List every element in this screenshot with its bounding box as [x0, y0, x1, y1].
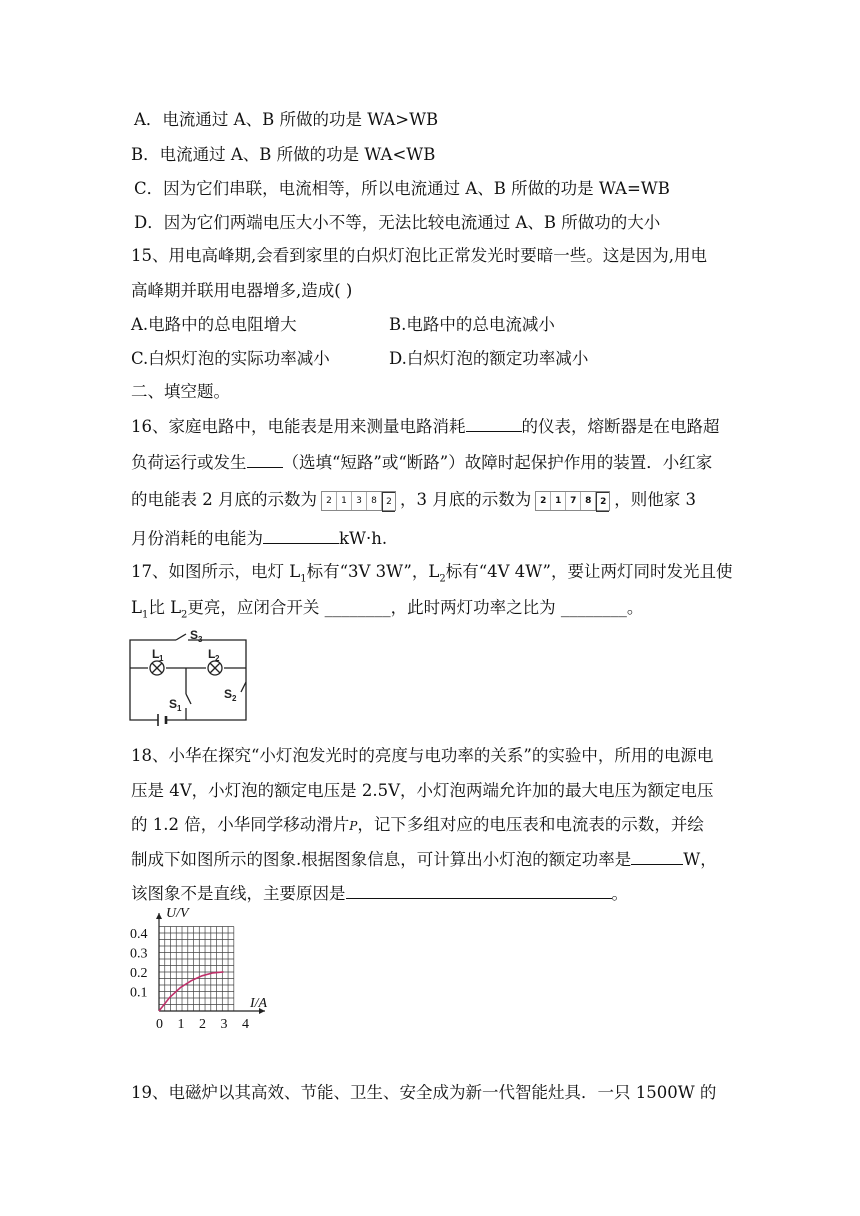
subscript: 1: [141, 609, 149, 621]
label-s3-sub: 3: [198, 635, 203, 644]
q19-line-1: 19、电磁炉以其高效、节能、卫生、安全成为新一代智能灶具．一只 1500W 的: [131, 1083, 717, 1102]
q16-text: ，则他家 3: [614, 490, 696, 509]
q16-text: 的电能表 2 月底的示数为: [131, 490, 317, 509]
x-tick-label: 4: [242, 1017, 249, 1032]
q18-text: 制成下如图所示的图象.根据图象信息，可计算出小灯泡的额定功率是: [131, 850, 632, 869]
x-tick-label: 1: [177, 1017, 185, 1032]
q17-text: 比 L: [148, 598, 182, 617]
q16-line-3: [131, 489, 696, 511]
meter-digit: 7: [566, 492, 581, 510]
y-tick-label: 0.2: [130, 965, 148, 981]
label-s3: S: [190, 630, 199, 642]
q16-line-2: [131, 451, 712, 474]
label-s1: S: [169, 697, 178, 711]
q15-option-d: D.白炽灯泡的额定功率减小: [389, 349, 589, 368]
label-s2: S: [224, 687, 233, 701]
y-axis-label: U/V: [166, 906, 189, 921]
q15-option-b: B.电路中的总电流减小: [389, 315, 555, 334]
answer-blank[interactable]: [346, 882, 612, 899]
label-l1-sub: 1: [159, 654, 164, 663]
q16-text: ，3 月底的示数为: [400, 490, 532, 509]
q18-line-1: 18、小华在探究“小灯泡发光时的亮度与电功率的关系”的实验中，所用的电源电: [131, 746, 714, 765]
q17-line-2: [131, 597, 643, 626]
label-l2-sub: 2: [215, 654, 220, 663]
q18-line-3: [131, 814, 704, 837]
subscript: 1: [300, 573, 307, 585]
x-tick-label: 0: [156, 1017, 163, 1032]
meter-digit: 1: [337, 492, 352, 510]
u-i-chart: [128, 905, 273, 1035]
q18-text: ，记下多组对应的电压表和电流表的示数，并绘: [357, 815, 704, 834]
label-s2-sub: 2: [232, 694, 237, 703]
q16-line-1: [131, 415, 720, 438]
q16-text: 16、家庭电路中，电能表是用来测量电路消耗: [131, 417, 466, 436]
meter-digit: 8: [581, 492, 596, 510]
y-tick-label: 0.3: [130, 946, 148, 962]
q14-option-d: D．因为它们两端电压大小不等，无法比较电流通过 A、B 所做功的大小: [134, 213, 661, 232]
q17-text: 标有“3V 3W”，L: [306, 562, 440, 581]
answer-blank[interactable]: [247, 451, 283, 468]
y-tick-label: 0.4: [130, 926, 148, 942]
meter-digit: 1: [551, 492, 566, 510]
q18-variable-p: P: [349, 819, 358, 833]
q15-option-c: C.白炽灯泡的实际功率减小: [131, 349, 330, 368]
meter-digit-decimal: 2: [382, 492, 395, 512]
q17-text: L: [131, 598, 142, 617]
meter-digit-decimal: 2: [596, 492, 609, 512]
meter-digit: 2: [322, 492, 337, 510]
q14-option-c: C．因为它们串联，电流相等，所以电流通过 A、B 所做的功是 WA=WB: [134, 179, 670, 198]
q18-text: W，: [683, 850, 717, 869]
meter-digit: 3: [352, 492, 367, 510]
q18-text: 该图象不是直线，主要原因是: [131, 884, 346, 903]
meter-reading-feb: [321, 491, 396, 511]
q17-text: 更亮，应闭合开关 ________，此时两灯功率之比为 ________。: [187, 598, 644, 617]
meter-digit: 8: [367, 492, 382, 510]
q16-text: 月份消耗的电能为: [131, 529, 263, 548]
x-tick-label: 2: [199, 1017, 206, 1032]
label-l1: L: [152, 647, 160, 661]
q16-text: 的仪表，熔断器是在电路超: [521, 417, 720, 436]
subscript: 2: [439, 573, 446, 585]
q16-line-4: [131, 527, 387, 550]
x-tick-label: 3: [220, 1017, 228, 1032]
circuit-diagram: [128, 630, 253, 727]
label-s1-sub: 1: [177, 704, 182, 713]
q15-line-2: 高峰期并联用电器增多,造成( ): [131, 281, 353, 300]
q18-line-4: [131, 848, 717, 871]
y-tick-label: 0.1: [130, 985, 148, 1001]
subscript: 2: [181, 609, 188, 621]
answer-blank[interactable]: [263, 527, 339, 544]
q18-text: 的 1.2 倍，小华同学移动滑片: [131, 815, 350, 834]
answer-blank[interactable]: [631, 848, 683, 865]
q16-text: kW·h.: [339, 529, 388, 548]
label-l2: L: [208, 647, 216, 661]
section-heading-fill-in: 二、填空题。: [131, 382, 230, 401]
x-axis-label: I/A: [250, 996, 268, 1011]
y-axis-arrow: [156, 913, 162, 919]
q18-line-5: [131, 882, 628, 905]
q16-text: 负荷运行或发生: [131, 453, 247, 472]
meter-digit: 2: [536, 492, 551, 510]
q18-text: 。: [611, 884, 628, 903]
q15-line-1: 15、用电高峰期,会看到家里的白炽灯泡比正常发光时要暗一些。这是因为,用电: [131, 246, 707, 265]
q14-option-a: A．电流通过 A、B 所做的功是 WA>WB: [134, 110, 439, 129]
q17-text: 17、如图所示，电灯 L: [131, 562, 301, 581]
q17-line-1: [131, 561, 733, 590]
q14-option-b: B．电流通过 A、B 所做的功是 WA<WB: [131, 145, 436, 164]
q15-option-a: A.电路中的总电阻增大: [131, 315, 297, 334]
q16-text: （选填“短路”或“断路”）故障时起保护作用的装置．小红家: [282, 453, 713, 472]
answer-blank[interactable]: [466, 415, 522, 432]
q17-text: 标有“4V 4W”，要让两灯同时发光且使: [445, 562, 733, 581]
meter-reading-mar: [535, 491, 610, 511]
q18-line-2: 压是 4V，小灯泡的额定电压是 2.5V，小灯泡两端允许加的最大电压为额定电压: [131, 781, 714, 800]
